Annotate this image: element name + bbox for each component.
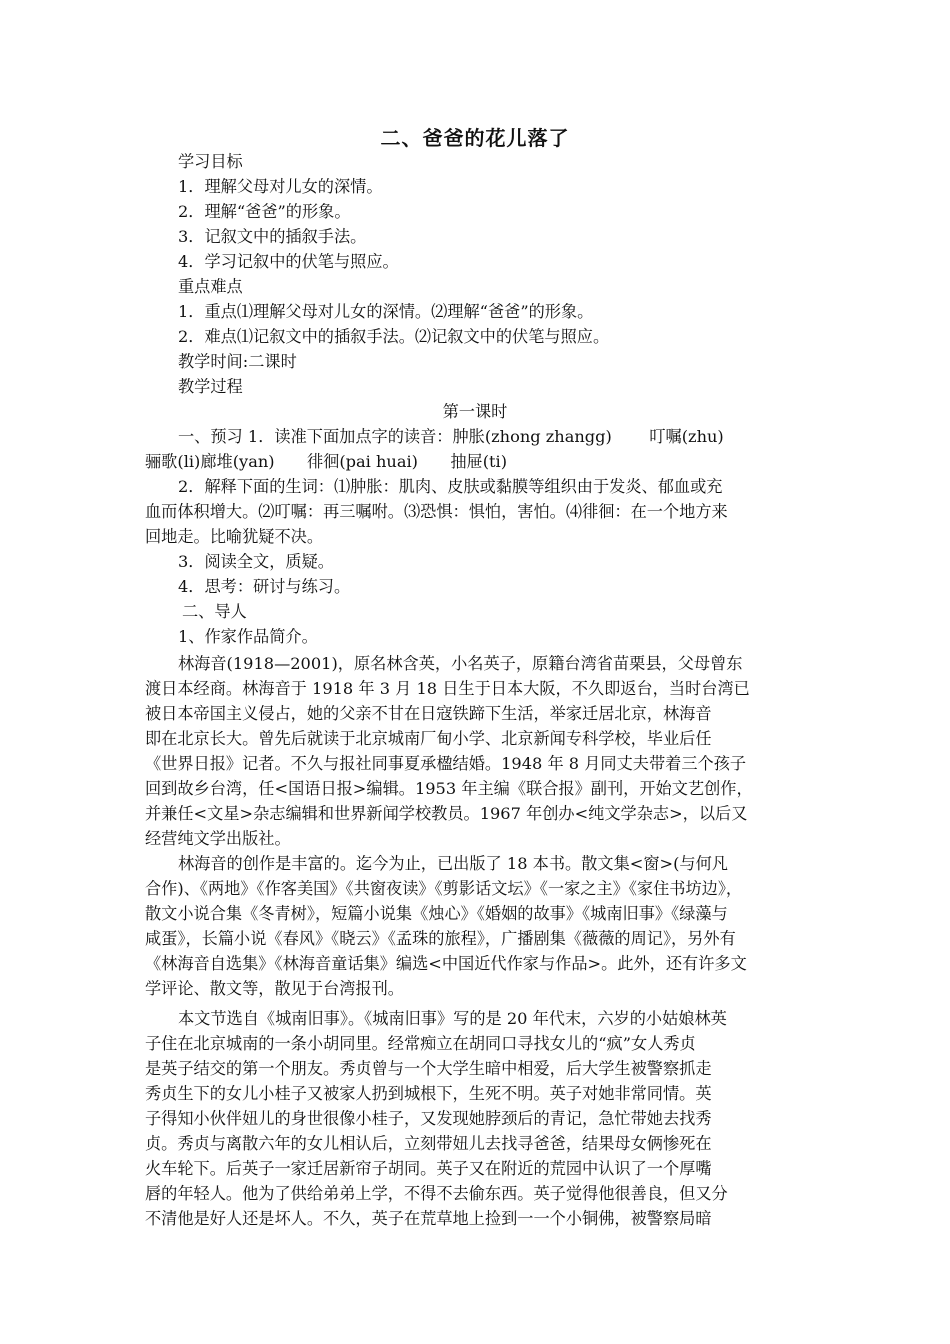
paragraph-3-line-9: 不清他是好人还是坏人。不久，英子在荒草地上捡到一一个小铜佛，被警察局暗: [145, 1209, 712, 1228]
paragraph-1-line-8: 经营纯文学出版社。: [145, 829, 291, 848]
paragraph-3-line-3: 是英子结交的第一个朋友。秀贞曾与一个大学生暗中相爱，后大学生被警察抓走: [145, 1059, 712, 1078]
objective-3: 3．记叙文中的插叙手法。: [178, 227, 367, 246]
preview-line: 一、预习 1．读准下面加点字的读音：肿胀(zhong zhangg) 叮嘱(zhu): [178, 427, 724, 446]
thinking-task: 4．思考：研讨与练习。: [178, 577, 351, 596]
paragraph-1-line-2: 渡日本经商。林海音于 1918 年 3 月 18 日生于日本大阪，不久即返台，当时台湾已: [145, 679, 750, 698]
paragraph-2-line-5: 《林海音自选集》《林海音童话集》编选<中国近代作家与作品>。此外，还有许多文: [145, 954, 747, 973]
teaching-time: 教学时间:二课时: [178, 352, 297, 371]
objective-4: 4．学习记叙中的伏笔与照应。: [178, 252, 399, 271]
key-point-2: 2．难点⑴记叙文中的插叙手法。⑵记叙文中的伏笔与照应。: [178, 327, 610, 346]
paragraph-1-line-1: 林海音(1918—2001)，原名林含英，小名英子，原籍台湾省苗栗县，父母曾东: [178, 654, 743, 673]
paragraph-2-line-2: 合作)、《两地》《作客美国》《共窗夜读》《剪影话文坛》《一家之主》《家住书坊边》，: [145, 879, 743, 898]
section-heading-intro: 二、导人: [182, 602, 247, 621]
objective-1: 1．理解父母对儿女的深情。: [178, 177, 383, 196]
vocab-line-3: 回地走。比喻犹疑不决。: [145, 527, 324, 546]
vocab-line-2: 血而体积增大。⑵叮嘱：再三嘱咐。⑶恐惧：惧怕，害怕。⑷徘徊：在一个地方来: [145, 502, 728, 521]
paragraph-3-line-2: 子住在北京城南的一条小胡同里。经常痴立在胡同口寻找女儿的“疯”女人秀贞: [145, 1034, 696, 1053]
preview-line-cont: 骊歌(li)廊堆(yan) 徘徊(pai huai) 抽屉(ti): [145, 452, 508, 471]
paragraph-3-line-4: 秀贞生下的女儿小桂子又被家人扔到城根下，生死不明。英子对她非常同情。英: [145, 1084, 712, 1103]
section-heading-key-points: 重点难点: [178, 277, 243, 296]
vocab-line-1: 2．解释下面的生词：⑴肿胀：肌肉、皮肤或黏膜等组织由于发炎、郁血或充: [178, 477, 723, 496]
paragraph-3-line-6: 贞。秀贞与离散六年的女儿相认后，立刻带妞儿去找寻爸爸，结果母女俩惨死在: [145, 1134, 712, 1153]
lesson-heading: 第一课时: [442, 402, 508, 421]
paragraph-1-line-4: 即在北京长大。曾先后就读于北京城南厂甸小学、北京新闻专科学校，毕业后任: [145, 729, 712, 748]
key-point-1: 1．重点⑴理解父母对儿女的深情。⑵理解“爸爸”的形象。: [178, 302, 594, 321]
paragraph-2-line-6: 学评论、散文等，散见于台湾报刊。: [145, 979, 404, 998]
paragraph-1-line-6: 回到故乡台湾，任<国语日报>编辑。1953 年主编《联合报》副刊，开始文艺创作，: [145, 779, 753, 798]
section-heading-process: 教学过程: [178, 377, 243, 396]
section-heading-objectives: 学习目标: [178, 152, 243, 171]
paragraph-3-line-7: 火车轮下。后英子一家迁居新帘子胡同。英子又在附近的荒园中认识了一个厚嘴: [145, 1159, 712, 1178]
paragraph-1-line-3: 被日本帝国主义侵占，她的父亲不甘在日寇铁蹄下生活，举家迁居北京，林海音: [145, 704, 712, 723]
author-intro-heading: 1、作家作品简介。: [178, 627, 318, 646]
reading-task: 3．阅读全文，质疑。: [178, 552, 334, 571]
paragraph-3-line-1: 本文节选自《城南旧事》。《城南旧事》写的是 20 年代末，六岁的小姑娘林英: [178, 1009, 727, 1028]
paragraph-2-line-3: 散文小说合集《冬青树》，短篇小说集《烛心》《婚姻的故事》《城南旧事》《绿藻与: [145, 904, 728, 923]
paragraph-2-line-1: 林海音的创作是丰富的。迄今为止，已出版了 18 本书。散文集<窗>(与何凡: [178, 854, 728, 873]
document-title: 二、爸爸的花儿落了: [380, 126, 570, 150]
objective-2: 2．理解“爸爸”的形象。: [178, 202, 351, 221]
paragraph-1-line-5: 《世界日报》记者。不久与报社同事夏承楹结婚。1948 年 8 月同丈夫带着三个孩子: [145, 754, 747, 773]
paragraph-2-line-4: 咸蛋》，长篇小说《春风》《晓云》《孟珠的旅程》，广播剧集《薇薇的周记》，另外有: [145, 929, 736, 948]
paragraph-1-line-7: 并兼任<文星>杂志编辑和世界新闻学校教员。1967 年创办<纯文学杂志>，以后又: [145, 804, 748, 823]
paragraph-3-line-5: 子得知小伙伴妞儿的身世很像小桂子，又发现她脖颈后的青记，急忙带她去找秀: [145, 1109, 712, 1128]
paragraph-3-line-8: 唇的年轻人。他为了供给弟弟上学，不得不去偷东西。英子觉得他很善良，但又分: [145, 1184, 728, 1203]
